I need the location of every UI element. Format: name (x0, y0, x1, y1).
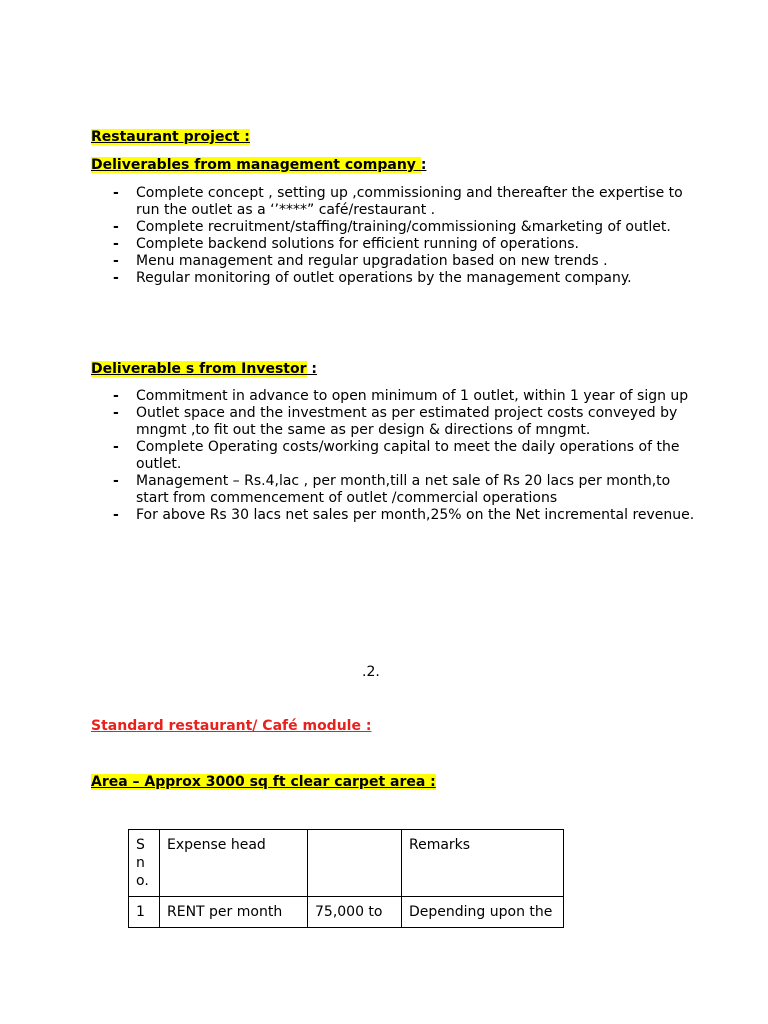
investor-deliverables-list (0, 388, 700, 524)
dash-bullet: - (113, 253, 119, 269)
dash-bullet: - (113, 185, 119, 201)
list-item: - Complete backend solutions for efficient running of operations. (113, 236, 579, 252)
module-heading: Standard restaurant/ Café module : (91, 718, 372, 734)
mgmt-deliverables-list (0, 185, 700, 287)
investor-heading-text: Deliverable s from Investor (91, 361, 307, 377)
list-item: - For above Rs 30 lacs net sales per month,25% on the Net incremental revenue. (113, 507, 695, 523)
mgmt-heading-text: Deliverables from management company (91, 157, 421, 173)
header-sno: S n o. (129, 830, 160, 897)
dash-bullet: - (113, 473, 119, 489)
expense-table (128, 829, 564, 928)
investor-heading-colon: : (306, 361, 317, 377)
dash-bullet: - (113, 236, 119, 252)
table-row (129, 897, 564, 928)
restaurant-project-heading: Restaurant project : (91, 129, 250, 145)
cell-sno: 1 (129, 897, 160, 928)
dash-bullet: - (113, 405, 119, 421)
dash-bullet: - (113, 219, 119, 235)
list-item: - Commitment in advance to open minimum of 1 outlet, within 1 year of sign up (113, 388, 689, 404)
table-header-row (129, 830, 564, 897)
mgmt-heading-colon: : (420, 157, 427, 173)
cell-amount: 75,000 to (308, 897, 402, 928)
header-amount (308, 830, 402, 897)
list-item: - Management – Rs.4,lac , per month,till a net sale of Rs 20 lacs per month,to start from commencement of outlet /commercial operations (113, 473, 671, 506)
list-item: - Complete recruitment/staffing/training/commissioning &marketing of outlet. (113, 219, 671, 235)
dash-bullet: - (113, 439, 119, 455)
area-heading: Area – Approx 3000 sq ft clear carpet area : (91, 774, 436, 790)
dash-bullet: - (113, 507, 119, 523)
list-item: - Complete concept , setting up ,commissioning and thereafter the expertise to run the outlet as a ‘’****” café/restaurant . (113, 185, 683, 218)
dash-bullet: - (113, 270, 119, 286)
dash-bullet: - (113, 388, 119, 404)
page-number: .2. (362, 664, 380, 680)
list-item: - Complete Operating costs/working capital to meet the daily operations of the outlet. (113, 439, 680, 472)
mgmt-deliverables-heading (91, 157, 426, 174)
list-item: - Outlet space and the investment as per estimated project costs conveyed by mngmt ,to fit out the same as per design & directions of mngmt. (113, 405, 678, 438)
list-item: - Regular monitoring of outlet operations by the management company. (113, 270, 632, 286)
investor-deliverables-heading (91, 361, 317, 378)
cell-remarks: Depending upon the (402, 897, 564, 928)
cell-expense-head: RENT per month (160, 897, 308, 928)
header-remarks: Remarks (402, 830, 564, 897)
list-item: - Menu management and regular upgradation based on new trends . (113, 253, 608, 269)
header-expense-head: Expense head (160, 830, 308, 897)
